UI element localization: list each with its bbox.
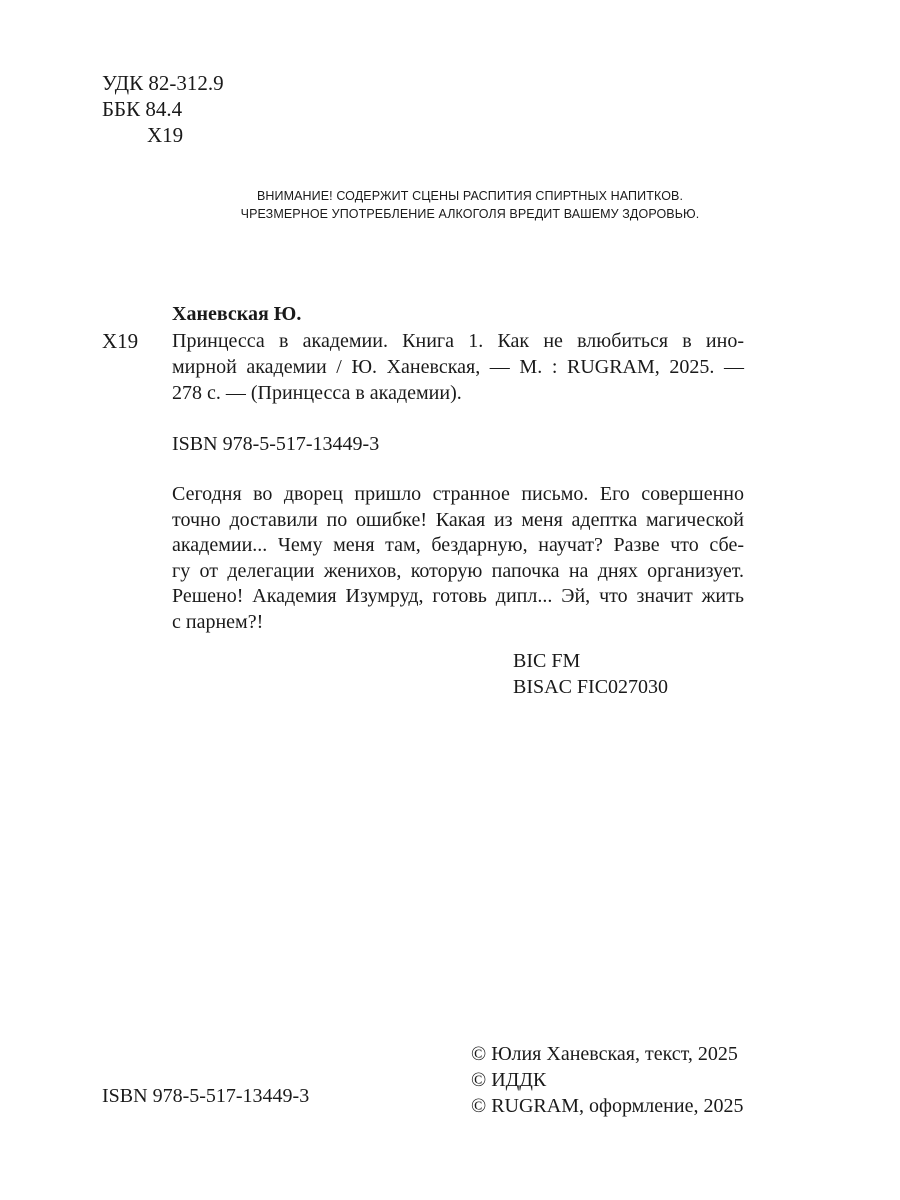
description-line: мирной академии / Ю. Ханевская, — М. : RUGRAM, 2025. —: [172, 356, 744, 378]
footer-isbn: ISBN 978-5-517-13449-3: [102, 1085, 310, 1107]
copyright-line: © ИДДК: [471, 1069, 547, 1091]
annotation-line: Решено! Академия Изумруд, готовь дипл... Эй, что значит жить: [172, 585, 744, 608]
bibliographic-description: [172, 328, 744, 406]
record-index-mark: Х19: [102, 329, 139, 353]
author-mark: Х19: [147, 123, 184, 147]
warning-line: ЧРЕЗМЕРНОЕ УПОТРЕБЛЕНИЕ АЛКОГОЛЯ ВРЕДИТ ВАШЕМУ ЗДОРОВЬЮ.: [240, 207, 700, 221]
udk-code: УДК 82-312.9: [102, 71, 224, 95]
bisac-code: BISAC FIC027030: [513, 676, 669, 698]
description-line: Принцесса в академии. Книга 1. Как не влюбиться в ино-: [172, 330, 744, 352]
warning-line: ВНИМАНИЕ! СОДЕРЖИТ СЦЕНЫ РАСПИТИЯ СПИРТНЫХ НАПИТКОВ.: [256, 189, 684, 203]
copyright-line: © Юлия Ханевская, текст, 2025: [471, 1043, 738, 1065]
annotation-line: гу от делегации женихов, которую папочка на днях организует.: [172, 559, 744, 582]
annotation-line: Сегодня во дворец пришло странное письмо. Его совершенно: [172, 483, 744, 505]
annotation-line: академии... Чему меня там, бездарную, научат? Разве что сбе-: [172, 534, 744, 557]
subject-codes: [513, 648, 668, 700]
author-heading: Ханевская Ю.: [172, 303, 302, 325]
annotation-line: с парнем?!: [172, 610, 264, 633]
bic-code: BIC FM: [513, 650, 581, 672]
annotation-line: точно доставили по ошибке! Какая из меня адептка магической: [172, 508, 744, 531]
copyright-block: [471, 1041, 743, 1119]
alcohol-warning: [110, 187, 830, 223]
record-isbn: ISBN 978-5-517-13449-3: [172, 433, 380, 455]
bbk-code: ББК 84.4: [102, 97, 183, 121]
copyright-line: © RUGRAM, оформление, 2025: [471, 1095, 744, 1117]
annotation-paragraph: [172, 482, 744, 636]
description-line: 278 с. — (Принцесса в академии).: [172, 382, 462, 404]
